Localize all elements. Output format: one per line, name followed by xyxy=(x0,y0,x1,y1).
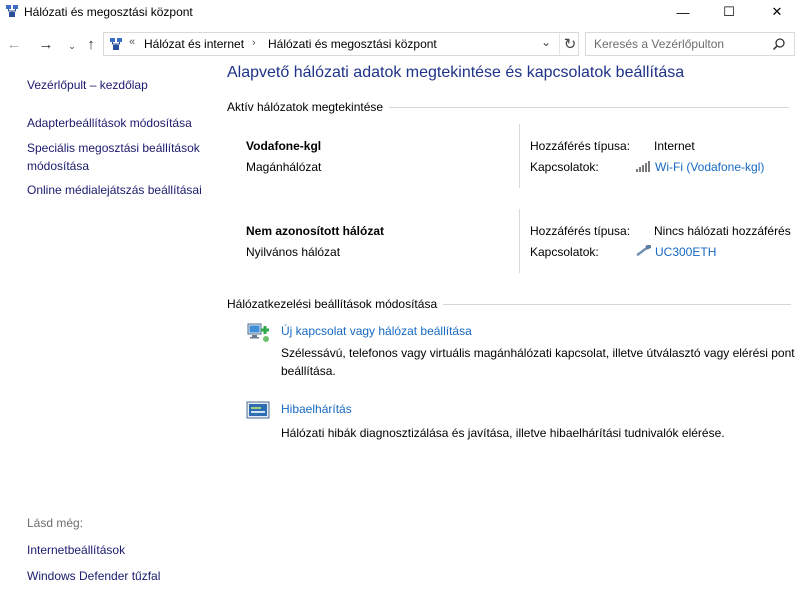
network-settings-header xyxy=(227,297,791,311)
network-profile: Magánhálózat xyxy=(246,160,322,174)
access-type-value: Nincs hálózati hozzáférés xyxy=(654,224,791,238)
network-name: Vodafone-kgl xyxy=(246,139,322,153)
network-profile: Nyilvános hálózat xyxy=(246,245,341,259)
address-bar[interactable] xyxy=(103,32,579,56)
connection-link-ethernet[interactable] xyxy=(635,245,716,259)
refresh-button[interactable] xyxy=(559,33,580,55)
title-bar xyxy=(0,0,800,24)
back-arrow-icon: ← xyxy=(6,35,22,53)
connections-label: Kapcsolatok: xyxy=(530,160,599,174)
troubleshoot-link[interactable]: Hibaelhárítás xyxy=(281,402,352,416)
sidebar-item-media-streaming[interactable]: Online médialejátszás beállításai xyxy=(27,183,202,197)
sidebar-item-adapter-settings[interactable]: Adapterbeállítások módosítása xyxy=(27,116,192,130)
access-type-value: Internet xyxy=(654,139,695,153)
window-title: Hálózati és megosztási központ xyxy=(24,5,193,19)
forward-arrow-icon: → xyxy=(38,35,54,53)
sidebar-item-control-panel-home[interactable]: Vezérlőpult – kezdőlap xyxy=(27,78,148,92)
network-name: Nem azonosított hálózat xyxy=(246,224,385,238)
network-settings-label: Hálózatkezelési beállítások módosítása xyxy=(227,297,438,311)
active-networks-label: Aktív hálózatok megtekintése xyxy=(227,100,384,114)
breadcrumb-network-internet[interactable]: Hálózat és internet xyxy=(144,37,245,51)
active-networks-header xyxy=(227,100,789,114)
forward-button[interactable] xyxy=(37,34,55,54)
page-title: Alapvető hálózati adatok megtekintése és kapcsolatok beállítása xyxy=(227,64,685,81)
network-divider xyxy=(519,124,520,188)
up-arrow-icon: ↑ xyxy=(87,35,95,53)
minimize-icon: — xyxy=(676,4,690,20)
refresh-icon: ↻ xyxy=(563,36,577,53)
troubleshoot-description: Hálózati hibák diagnosztizálása és javítása, illetve hibaelhárítási tudnivalók elérése. xyxy=(281,426,725,440)
network-center-icon xyxy=(5,4,19,18)
section-divider xyxy=(443,304,791,305)
access-type-label: Hozzáférés típusa: xyxy=(530,139,631,153)
search-icon[interactable] xyxy=(772,37,786,51)
breadcrumb-overflow-button[interactable]: « xyxy=(129,36,136,48)
recent-locations-button[interactable] xyxy=(63,36,81,56)
chevron-down-icon: ⌄ xyxy=(68,40,76,51)
up-button[interactable] xyxy=(82,34,100,54)
search-placeholder: Keresés a Vezérlőpulton xyxy=(594,37,725,51)
connection-wifi-label: Wi-Fi (Vodafone-kgl) xyxy=(655,160,765,174)
access-type-label: Hozzáférés típusa: xyxy=(530,224,631,238)
sidebar-item-defender-firewall[interactable]: Windows Defender tűzfal xyxy=(27,569,161,583)
close-icon: ✕ xyxy=(771,4,783,19)
search-input[interactable] xyxy=(585,32,795,56)
control-panel-icon xyxy=(109,37,123,51)
navigation-bar xyxy=(0,30,800,58)
breadcrumb-separator-icon[interactable]: › xyxy=(252,37,256,49)
back-button[interactable] xyxy=(5,34,23,54)
connections-label: Kapcsolatok: xyxy=(530,245,599,259)
see-also-label: Lásd még: xyxy=(27,516,84,530)
new-connection-link[interactable]: Új kapcsolat vagy hálózat beállítása xyxy=(281,324,472,338)
ethernet-cable-icon xyxy=(635,245,651,257)
address-dropdown-icon[interactable]: ⌄ xyxy=(541,35,552,49)
close-button[interactable] xyxy=(754,0,800,24)
troubleshoot-icon xyxy=(246,400,270,422)
new-connection-icon xyxy=(246,321,270,343)
minimize-button[interactable] xyxy=(660,0,706,24)
connection-ethernet-label: UC300ETH xyxy=(655,245,717,259)
connection-link-wifi[interactable] xyxy=(635,160,764,174)
breadcrumb-network-sharing-center[interactable]: Hálózati és megosztási központ xyxy=(268,37,437,51)
maximize-icon: ☐ xyxy=(723,4,735,19)
sidebar-item-internet-options[interactable]: Internetbeállítások xyxy=(27,543,126,557)
maximize-button[interactable] xyxy=(706,0,752,24)
network-divider xyxy=(519,209,520,273)
section-divider xyxy=(389,107,789,108)
wifi-signal-icon xyxy=(635,160,651,172)
new-connection-description: Szélessávú, telefonos vagy virtuális magánhálózati kapcsolat, illetve útválasztó vagy elérési pont beállítása. xyxy=(281,346,795,378)
sidebar-item-advanced-sharing[interactable]: Speciális megosztási beállítások módosítása xyxy=(27,141,200,173)
